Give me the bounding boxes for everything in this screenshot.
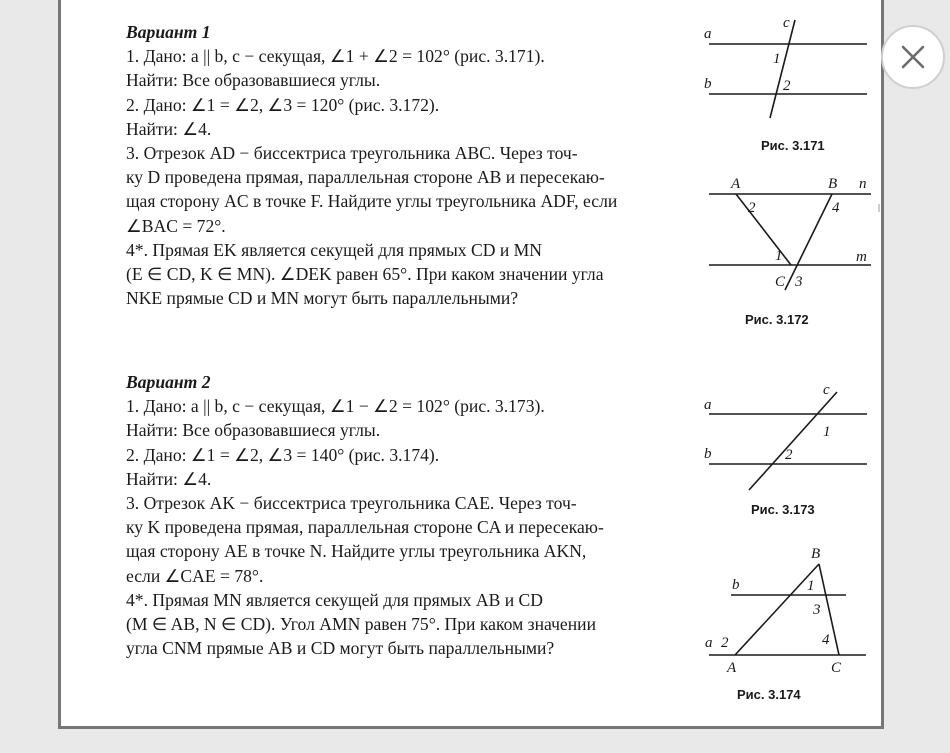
fig171-label-b: b	[704, 76, 712, 92]
v2-task4-line: угла CNM прямые AB и CD могут быть параллельными?	[126, 638, 555, 659]
fig174-label-C: C	[831, 660, 842, 676]
v1-task3-line: щая сторону AC в точке F. Найдите углы треугольника ADF, если	[126, 191, 618, 212]
fig174-label-a: a	[705, 635, 713, 651]
v1-task4-line: (E ∈ CD, K ∈ MN). ∠DEK равен 65°. При каком значении угла	[126, 264, 604, 285]
v1-task2-find: Найти: ∠4.	[126, 118, 212, 139]
fig171-label-c: c	[783, 15, 790, 31]
v2-task2-find: Найти: ∠4.	[126, 468, 212, 489]
v2-task3-line: ку K проведена прямая, параллельная стороне CA и пересекаю-	[126, 517, 604, 538]
fig173-label-2: 2	[785, 447, 793, 463]
figure-3-172-drawing	[701, 172, 881, 302]
variant-1	[126, 20, 617, 310]
figure-3-171-caption: Рис. 3.171	[761, 138, 825, 153]
close-icon	[900, 44, 926, 70]
fig172-label-2: 2	[748, 200, 756, 216]
v1-task1-find: Найти: Все образовавшиеся углы.	[126, 70, 381, 91]
v1-task1-given: 1. Дано: a || b, c − секущая, ∠1 + ∠2 = 102° (рис. 3.171).	[126, 46, 545, 67]
v2-task3-line: 3. Отрезок AK − биссектриса треугольника CAE. Через точ-	[126, 493, 577, 514]
fig171-label-2: 2	[783, 78, 791, 94]
v2-task4-line: (M ∈ AB, N ∈ CD). Угол AMN равен 75°. При каком значении	[126, 614, 596, 635]
v1-task4-line: NKE прямые CD и MN могут быть параллельными?	[126, 288, 519, 309]
fig172-label-3: 3	[795, 274, 803, 290]
fig174-label-1: 1	[807, 578, 815, 594]
v2-task3-line: щая сторону AE в точке N. Найдите углы треугольника AKN,	[126, 541, 587, 562]
fig172-label-n: n	[859, 176, 867, 192]
fig172-label-B: B	[828, 176, 838, 192]
fig172-label-4: 4	[832, 200, 840, 216]
figure-3-174-drawing	[701, 544, 876, 679]
fig173-label-c: c	[823, 382, 830, 398]
figure-3-173-drawing	[701, 378, 873, 493]
fig172-label-m: m	[856, 249, 867, 265]
fig172-label-C: C	[775, 274, 786, 290]
worksheet-page	[58, 0, 884, 729]
fig174-label-4: 4	[822, 632, 830, 648]
v1-task3-line: 3. Отрезок AD − биссектриса треугольника ABC. Через точ-	[126, 143, 578, 164]
figure-3-172-caption: Рис. 3.172	[745, 312, 809, 327]
variant-1-heading: Вариант 1	[126, 22, 211, 42]
close-button[interactable]	[881, 25, 945, 89]
v2-task1-find: Найти: Все образовавшиеся углы.	[126, 420, 381, 441]
figure-3-171-drawing	[701, 14, 873, 124]
fig173-label-b: b	[704, 446, 712, 462]
figure-3-174-caption: Рис. 3.174	[737, 687, 801, 702]
fig174-label-3: 3	[813, 602, 821, 618]
variant-2	[126, 370, 604, 660]
fig174-label-B: B	[811, 546, 821, 562]
v2-task1-given: 1. Дано: a || b, c − секущая, ∠1 − ∠2 = 102° (рис. 3.173).	[126, 396, 545, 417]
v1-task4-line: 4*. Прямая EK является секущей для прямых CD и MN	[126, 239, 542, 260]
variant-2-heading: Вариант 2	[126, 372, 211, 392]
v2-task4-line: 4*. Прямая MN является секущей для прямых AB и CD	[126, 589, 543, 610]
v1-task2-given: 2. Дано: ∠1 = ∠2, ∠3 = 120° (рис. 3.172).	[126, 94, 440, 115]
v2-task3-line: если ∠CAE = 78°.	[126, 565, 264, 586]
fig174-label-b: b	[732, 577, 740, 593]
figure-3-173-caption: Рис. 3.173	[751, 502, 815, 517]
v1-task3-line: ку D проведена прямая, параллельная стороне AB и пересекаю-	[126, 167, 605, 188]
figure-3-173	[701, 378, 873, 517]
fig174-label-A: A	[727, 660, 737, 676]
figure-3-172	[701, 172, 881, 327]
figure-3-174	[701, 544, 876, 702]
fig171-label-a: a	[704, 26, 712, 42]
v2-task2-given: 2. Дано: ∠1 = ∠2, ∠3 = 140° (рис. 3.174).	[126, 444, 440, 465]
fig172-label-A: A	[731, 176, 741, 192]
fig171-label-1: 1	[773, 51, 781, 67]
v1-task3-line: ∠BAC = 72°.	[126, 215, 226, 236]
fig173-label-a: a	[704, 397, 712, 413]
fig172-label-1: 1	[775, 248, 783, 264]
fig174-label-2: 2	[721, 635, 729, 651]
fig173-label-1: 1	[823, 424, 831, 440]
figure-3-171	[701, 14, 873, 153]
